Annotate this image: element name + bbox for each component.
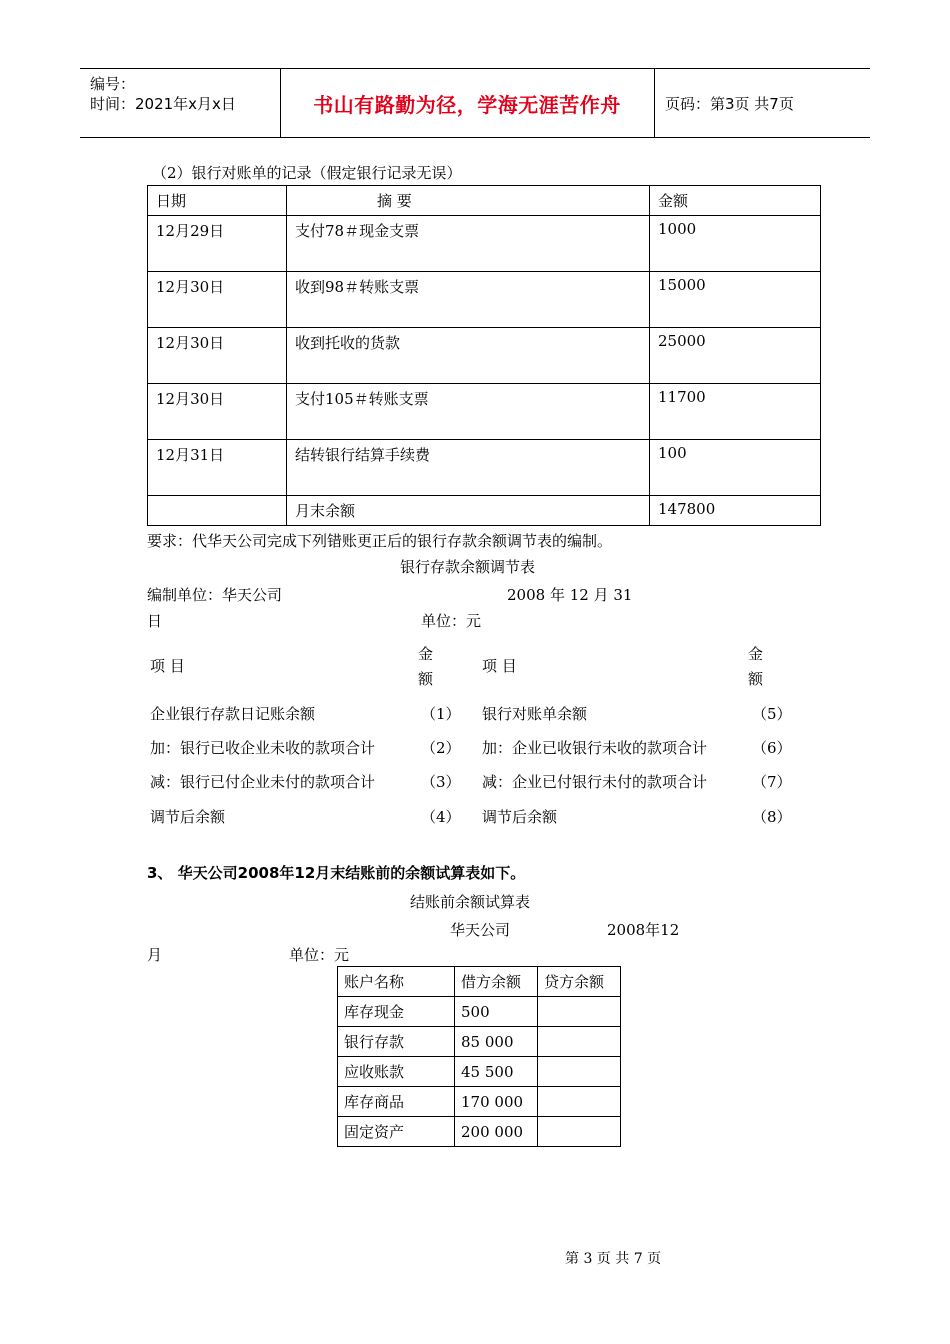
col-date-header: 日期: [148, 186, 287, 216]
row-date: 12月31日: [148, 440, 287, 496]
recon-left-item: 调节后余额: [150, 808, 226, 826]
row-debit: 170 000: [455, 1087, 538, 1117]
row-account: 固定资产: [338, 1117, 455, 1147]
col-amount-header: 金额: [650, 186, 821, 216]
row-credit: [538, 1027, 621, 1057]
bank-statement-caption: （2）银行对账单的记录（假定银行记录无误）: [152, 164, 462, 182]
recon-left-code: （2）: [421, 739, 461, 757]
doc-number-label: 编号：: [90, 75, 136, 93]
row-amount: 1000: [650, 216, 821, 272]
col-credit-header: 贷方余额: [538, 967, 621, 997]
row-credit: [538, 997, 621, 1027]
col-item-right: 项 目: [482, 657, 517, 675]
recon-left-item: 减：银行已付企业未付的款项合计: [150, 773, 376, 791]
recon-right-item: 调节后余额: [482, 808, 558, 826]
recon-right-item: 银行对账单余额: [482, 705, 588, 723]
reconciliation-unit: 编制单位：华天公司: [147, 586, 283, 604]
row-amount: 25000: [650, 328, 821, 384]
table-row: [148, 328, 821, 384]
row-credit: [538, 1117, 621, 1147]
row-summary: 结转银行结算手续费: [287, 440, 650, 496]
row-credit: [538, 1057, 621, 1087]
row-amount: 100: [650, 440, 821, 496]
row-account: 库存现金: [338, 997, 455, 1027]
trial-balance-table: [337, 966, 621, 1147]
row-amount: 15000: [650, 272, 821, 328]
recon-right-code: （8）: [752, 808, 792, 826]
row-date: 12月29日: [148, 216, 287, 272]
row-debit: 45 500: [455, 1057, 538, 1087]
row-summary: 支付105＃转账支票: [287, 384, 650, 440]
trial-balance-company: 华天公司: [450, 921, 511, 939]
question-3-heading: 3、 华天公司2008年12月末结账前的余额试算表如下。: [147, 864, 526, 882]
row-account: 银行存款: [338, 1027, 455, 1057]
recon-left-item: 企业银行存款日记账余额: [150, 705, 316, 723]
requirement-text: 要求：代华天公司完成下列错账更正后的银行存款余额调节表的编制。: [147, 532, 613, 550]
row-date: 12月30日: [148, 272, 287, 328]
reconciliation-title: 银行存款余额调节表: [400, 558, 536, 576]
row-summary: 月末余额: [287, 496, 650, 526]
trial-balance-date: 2008年12: [607, 921, 680, 939]
col-amount-left-1: 金: [418, 645, 434, 663]
reconciliation-date-day: 日: [147, 612, 163, 630]
col-amount-left-2: 额: [418, 670, 434, 688]
col-debit-header: 借方余额: [455, 967, 538, 997]
recon-right-item: 减：企业已付银行未付的款项合计: [482, 773, 708, 791]
table-row: [148, 216, 821, 272]
row-account: 应收账款: [338, 1057, 455, 1087]
page-header: [80, 68, 870, 138]
recon-right-code: （6）: [752, 739, 792, 757]
recon-left-code: （1）: [421, 705, 461, 723]
header-meta: [80, 69, 281, 137]
recon-left-code: （4）: [421, 808, 461, 826]
page-footer: 第 3 页 共 7 页: [565, 1251, 662, 1267]
col-account-header: 账户名称: [338, 967, 455, 997]
col-summary-header: 摘 要: [287, 186, 650, 216]
recon-right-code: （5）: [752, 705, 792, 723]
table-row: [338, 1027, 621, 1057]
row-debit: 500: [455, 997, 538, 1027]
trial-balance-title: 结账前余额试算表: [410, 893, 531, 911]
table-row: [148, 440, 821, 496]
table-row: [148, 384, 821, 440]
motto-text: 书山有路勤为径，学海无涯苦作舟: [313, 92, 621, 117]
header-motto-cell: [280, 69, 655, 137]
header-page-cell: [655, 69, 870, 137]
col-item-left: 项 目: [150, 657, 185, 675]
table-row: [338, 997, 621, 1027]
recon-right-code: （7）: [752, 773, 792, 791]
row-credit: [538, 1087, 621, 1117]
col-amount-right-2: 额: [748, 670, 764, 688]
table-header-row: [338, 967, 621, 997]
table-row: [338, 1057, 621, 1087]
row-summary: 支付78＃现金支票: [287, 216, 650, 272]
page-info: 页码：第3页 共7页: [665, 94, 794, 113]
doc-time-label: 时间：2021年x月x日: [90, 95, 236, 113]
table-row-total: [148, 496, 821, 526]
row-amount: 11700: [650, 384, 821, 440]
row-date: 12月30日: [148, 384, 287, 440]
row-account: 库存商品: [338, 1087, 455, 1117]
row-amount: 147800: [650, 496, 821, 526]
row-debit: 200 000: [455, 1117, 538, 1147]
row-summary: 收到98＃转账支票: [287, 272, 650, 328]
recon-left-item: 加：银行已收企业未收的款项合计: [150, 739, 376, 757]
recon-right-item: 加：企业已收银行未收的款项合计: [482, 739, 708, 757]
trial-balance-currency: 单位：元: [289, 946, 350, 964]
row-date: [148, 496, 287, 526]
reconciliation-currency: 单位：元: [421, 612, 482, 630]
col-amount-right-1: 金: [748, 645, 764, 663]
row-debit: 85 000: [455, 1027, 538, 1057]
table-row: [338, 1087, 621, 1117]
row-date: 12月30日: [148, 328, 287, 384]
table-row: [148, 272, 821, 328]
reconciliation-date: 2008 年 12 月 31: [507, 586, 633, 604]
row-summary: 收到托收的货款: [287, 328, 650, 384]
bank-statement-table: [147, 185, 821, 526]
trial-balance-month: 月: [147, 946, 163, 964]
table-header-row: [148, 186, 821, 216]
table-row: [338, 1117, 621, 1147]
recon-left-code: （3）: [421, 773, 461, 791]
